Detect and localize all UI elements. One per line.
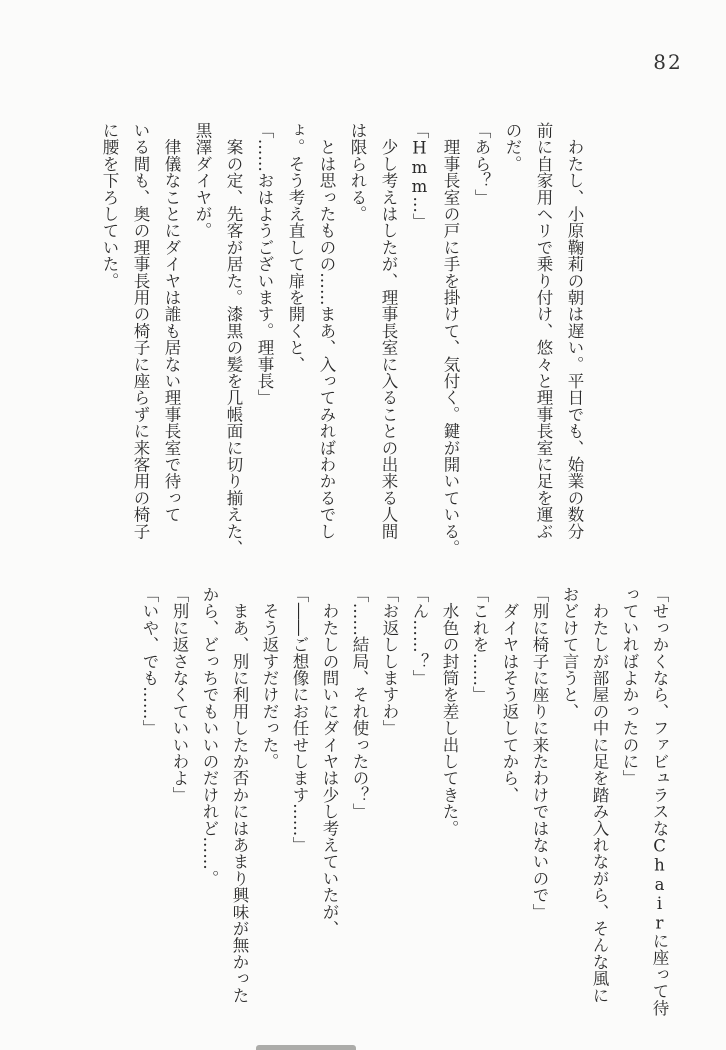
text-line: 理事長室の戸に手を掛けて、気付く。鍵が開いている。 bbox=[441, 122, 460, 557]
text-line: 案の定、先客が居た。漆黒の髪を几帳面に切り揃えた、 bbox=[224, 122, 243, 557]
text-line: 「……結局、それ使ったの？」 bbox=[350, 586, 369, 820]
text-line: まあ、別に利用したか否かにはあまり興味が無かった bbox=[230, 586, 249, 1004]
text-line: に腰を下ろしていた。 bbox=[100, 122, 119, 289]
text-line: ダイヤはそう返してから、 bbox=[500, 586, 519, 804]
text-line: 「せっかくなら、ファビュラスなChairに座って待 bbox=[650, 586, 669, 1016]
text-line: ょ。そう考え直して扉を開くと、 bbox=[286, 122, 305, 373]
text-line: のだ。 bbox=[503, 122, 522, 173]
text-line: わたし、小原鞠莉の朝は遅い。平日でも、始業の数分 bbox=[565, 122, 584, 540]
text-line: 黒澤ダイヤが。 bbox=[193, 122, 212, 239]
text-line: 「お返ししますわ」 bbox=[380, 586, 399, 737]
text-line: 「別に返さなくていいわよ」 bbox=[170, 586, 189, 804]
text-line: おどけて言うと、 bbox=[560, 586, 579, 720]
text-line: 「いや、でも……」 bbox=[140, 586, 159, 737]
text-line: 少し考えはしたが、理事長室に入ることの出来る人間 bbox=[379, 122, 398, 540]
text-line: 水色の封筒を差し出してきた。 bbox=[440, 586, 459, 837]
text-line: とは思ったものの……まあ、入ってみればわかるでし bbox=[317, 122, 336, 540]
text-line: 前に自家用ヘリで乗り付け、悠々と理事長室に足を運ぶ bbox=[534, 122, 553, 540]
lower-text-block bbox=[134, 586, 674, 1026]
text-line: っていればよかったのに」 bbox=[620, 586, 639, 787]
text-line: は限られる。 bbox=[348, 122, 367, 223]
text-line: 「あら？」 bbox=[472, 122, 491, 206]
text-line: わたしが部屋の中に足を踏み入れながら、そんな風に bbox=[590, 586, 609, 1004]
text-line: 「ん……？」 bbox=[410, 586, 429, 687]
text-line: 「これを……」 bbox=[470, 586, 489, 703]
text-line: そう返すだけだった。 bbox=[260, 586, 279, 770]
text-line: から、どっちでもいいのだけれど……。 bbox=[200, 586, 219, 887]
scan-edge-artifact bbox=[256, 1045, 356, 1050]
text-line: 「――ご想像にお任せします……」 bbox=[290, 586, 309, 854]
text-line: 律儀なことにダイヤは誰も居ない理事長室で待って bbox=[162, 122, 181, 523]
text-line: 「Hmm…」 bbox=[410, 122, 429, 230]
text-line: 「……おはようございます。理事長」 bbox=[255, 122, 274, 406]
text-line: わたしの問いにダイヤは少し考えていたが、 bbox=[320, 586, 339, 937]
text-line: いる間も、奥の理事長用の椅子に座らずに来客用の椅子 bbox=[131, 122, 150, 540]
page-number: 82 bbox=[653, 50, 683, 74]
upper-text-block bbox=[94, 122, 590, 574]
text-line: 「別に椅子に座りに来たわけではないので」 bbox=[530, 586, 549, 920]
